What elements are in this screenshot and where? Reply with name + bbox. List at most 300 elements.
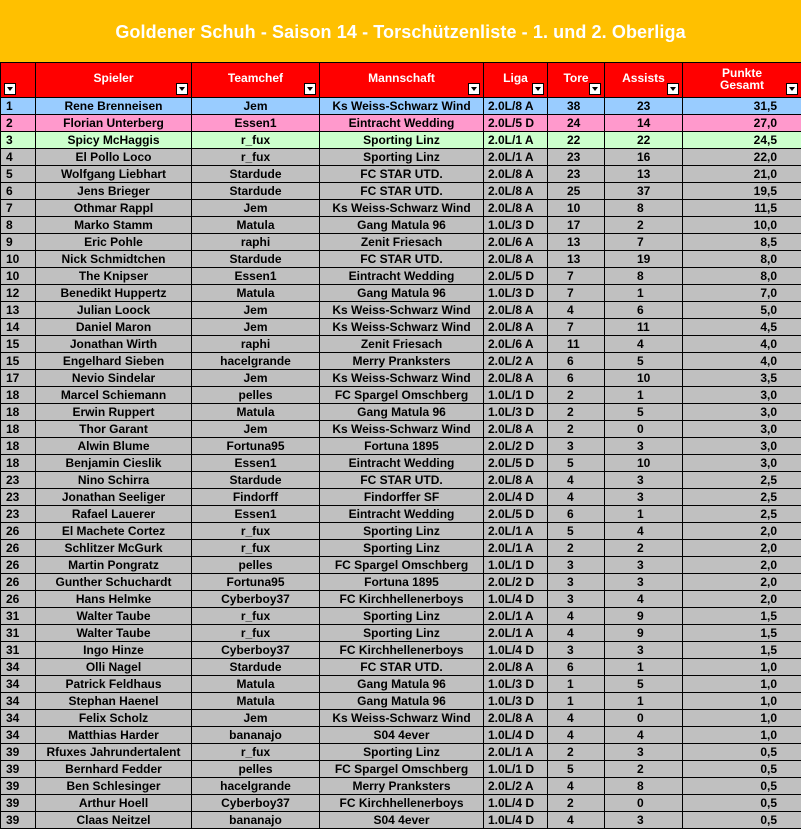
tore-cell[interactable]: 3	[548, 438, 605, 455]
punkte-cell[interactable]: 1,5	[683, 625, 801, 642]
punkte-cell[interactable]: 22,0	[683, 149, 801, 166]
teamchef-cell[interactable]: Stardude	[192, 183, 320, 200]
assists-cell[interactable]: 8	[605, 778, 683, 795]
teamchef-cell[interactable]: hacelgrande	[192, 778, 320, 795]
punkte-cell[interactable]: 8,0	[683, 268, 801, 285]
rank-cell[interactable]: 15	[1, 336, 36, 353]
rank-cell[interactable]: 23	[1, 472, 36, 489]
teamchef-cell[interactable]: r_fux	[192, 149, 320, 166]
rank-cell[interactable]: 18	[1, 438, 36, 455]
assists-cell[interactable]: 5	[605, 353, 683, 370]
assists-cell[interactable]: 7	[605, 234, 683, 251]
punkte-cell[interactable]: 4,5	[683, 319, 801, 336]
punkte-cell[interactable]: 2,0	[683, 523, 801, 540]
assists-cell[interactable]: 13	[605, 166, 683, 183]
tore-cell[interactable]: 2	[548, 404, 605, 421]
punkte-cell[interactable]: 8,0	[683, 251, 801, 268]
player-cell[interactable]: Rafael Lauerer	[36, 506, 192, 523]
assists-cell[interactable]: 1	[605, 285, 683, 302]
player-cell[interactable]: Bernhard Fedder	[36, 761, 192, 778]
player-cell[interactable]: Ingo Hinze	[36, 642, 192, 659]
teamchef-cell[interactable]: hacelgrande	[192, 353, 320, 370]
team-cell[interactable]: FC Kirchhellenerboys	[320, 795, 484, 812]
player-cell[interactable]: Othmar Rappl	[36, 200, 192, 217]
tore-cell[interactable]: 22	[548, 132, 605, 149]
punkte-cell[interactable]: 21,0	[683, 166, 801, 183]
tore-cell[interactable]: 2	[548, 387, 605, 404]
tore-cell[interactable]: 7	[548, 319, 605, 336]
teamchef-cell[interactable]: Cyberboy37	[192, 642, 320, 659]
punkte-cell[interactable]: 31,5	[683, 98, 801, 115]
punkte-cell[interactable]: 0,5	[683, 795, 801, 812]
assists-cell[interactable]: 4	[605, 591, 683, 608]
assists-cell[interactable]: 6	[605, 302, 683, 319]
punkte-cell[interactable]: 1,0	[683, 727, 801, 744]
liga-cell[interactable]: 2.0L/8 A	[484, 98, 548, 115]
team-cell[interactable]: Ks Weiss-Schwarz Wind	[320, 370, 484, 387]
punkte-cell[interactable]: 2,0	[683, 591, 801, 608]
tore-cell[interactable]: 4	[548, 472, 605, 489]
liga-cell[interactable]: 2.0L/1 A	[484, 523, 548, 540]
assists-cell[interactable]: 1	[605, 659, 683, 676]
liga-cell[interactable]: 2.0L/5 D	[484, 506, 548, 523]
teamchef-cell[interactable]: Jem	[192, 370, 320, 387]
teamchef-cell[interactable]: Fortuna95	[192, 574, 320, 591]
assists-cell[interactable]: 8	[605, 200, 683, 217]
teamchef-cell[interactable]: pelles	[192, 557, 320, 574]
liga-cell[interactable]: 2.0L/1 A	[484, 132, 548, 149]
player-cell[interactable]: Marko Stamm	[36, 217, 192, 234]
liga-cell[interactable]: 1.0L/1 D	[484, 557, 548, 574]
player-cell[interactable]: Eric Pohle	[36, 234, 192, 251]
punkte-cell[interactable]: 3,0	[683, 421, 801, 438]
team-cell[interactable]: Sporting Linz	[320, 132, 484, 149]
assists-cell[interactable]: 9	[605, 608, 683, 625]
liga-cell[interactable]: 2.0L/5 D	[484, 455, 548, 472]
assists-cell[interactable]: 5	[605, 676, 683, 693]
assists-cell[interactable]: 11	[605, 319, 683, 336]
player-cell[interactable]: Benedikt Huppertz	[36, 285, 192, 302]
assists-cell[interactable]: 2	[605, 761, 683, 778]
team-cell[interactable]: Ks Weiss-Schwarz Wind	[320, 98, 484, 115]
team-cell[interactable]: Sporting Linz	[320, 149, 484, 166]
liga-cell[interactable]: 2.0L/8 A	[484, 370, 548, 387]
punkte-cell[interactable]: 1,5	[683, 642, 801, 659]
liga-cell[interactable]: 2.0L/1 A	[484, 744, 548, 761]
teamchef-cell[interactable]: Jem	[192, 302, 320, 319]
tore-cell[interactable]: 6	[548, 506, 605, 523]
assists-cell[interactable]: 2	[605, 540, 683, 557]
assists-cell[interactable]: 3	[605, 744, 683, 761]
rank-cell[interactable]: 26	[1, 574, 36, 591]
tore-cell[interactable]: 4	[548, 778, 605, 795]
liga-cell[interactable]: 1.0L/3 D	[484, 693, 548, 710]
liga-cell[interactable]: 2.0L/1 A	[484, 540, 548, 557]
team-cell[interactable]: Ks Weiss-Schwarz Wind	[320, 421, 484, 438]
assists-cell[interactable]: 4	[605, 727, 683, 744]
team-cell[interactable]: Eintracht Wedding	[320, 506, 484, 523]
player-filter-dropdown-icon[interactable]	[176, 83, 188, 95]
tore-cell[interactable]: 10	[548, 200, 605, 217]
liga-cell[interactable]: 1.0L/3 D	[484, 285, 548, 302]
liga-cell[interactable]: 2.0L/2 A	[484, 778, 548, 795]
liga-cell[interactable]: 2.0L/8 A	[484, 319, 548, 336]
teamchef-cell[interactable]: bananajo	[192, 727, 320, 744]
player-cell[interactable]: Stephan Haenel	[36, 693, 192, 710]
punkte-cell[interactable]: 2,0	[683, 557, 801, 574]
rank-cell[interactable]: 39	[1, 744, 36, 761]
team-cell[interactable]: FC STAR UTD.	[320, 183, 484, 200]
rank-cell[interactable]: 31	[1, 608, 36, 625]
assists-cell[interactable]: 1	[605, 693, 683, 710]
player-cell[interactable]: Florian Unterberg	[36, 115, 192, 132]
punkte-cell[interactable]: 4,0	[683, 336, 801, 353]
teamchef-cell[interactable]: Jem	[192, 421, 320, 438]
assists-cell[interactable]: 23	[605, 98, 683, 115]
rank-cell[interactable]: 34	[1, 659, 36, 676]
rank-cell[interactable]: 26	[1, 523, 36, 540]
rank-filter-dropdown-icon[interactable]	[4, 83, 16, 95]
rank-cell[interactable]: 39	[1, 812, 36, 829]
liga-cell[interactable]: 2.0L/1 A	[484, 149, 548, 166]
rank-cell[interactable]: 26	[1, 591, 36, 608]
punkte-cell[interactable]: 1,0	[683, 676, 801, 693]
team-cell[interactable]: Findorffer SF	[320, 489, 484, 506]
assists-cell[interactable]: 19	[605, 251, 683, 268]
teamchef-cell[interactable]: Essen1	[192, 506, 320, 523]
rank-cell[interactable]: 31	[1, 625, 36, 642]
rank-cell[interactable]: 5	[1, 166, 36, 183]
assists-cell[interactable]: 10	[605, 455, 683, 472]
rank-cell[interactable]: 1	[1, 98, 36, 115]
assists-cell[interactable]: 3	[605, 642, 683, 659]
liga-cell[interactable]: 1.0L/1 D	[484, 387, 548, 404]
liga-cell[interactable]: 2.0L/1 A	[484, 625, 548, 642]
punkte-cell[interactable]: 0,5	[683, 744, 801, 761]
team-cell[interactable]: S04 4ever	[320, 727, 484, 744]
player-cell[interactable]: Thor Garant	[36, 421, 192, 438]
liga-cell[interactable]: 1.0L/3 D	[484, 404, 548, 421]
player-cell[interactable]: Alwin Blume	[36, 438, 192, 455]
teamchef-cell[interactable]: raphi	[192, 234, 320, 251]
liga-cell[interactable]: 2.0L/8 A	[484, 659, 548, 676]
teamchef-cell[interactable]: Stardude	[192, 472, 320, 489]
assists-cell[interactable]: 3	[605, 812, 683, 829]
liga-cell[interactable]: 2.0L/8 A	[484, 302, 548, 319]
player-cell[interactable]: Ben Schlesinger	[36, 778, 192, 795]
player-cell[interactable]: Spicy McHaggis	[36, 132, 192, 149]
teamchef-cell[interactable]: r_fux	[192, 523, 320, 540]
team-cell[interactable]: Sporting Linz	[320, 744, 484, 761]
assists-cell[interactable]: 3	[605, 574, 683, 591]
rank-cell[interactable]: 34	[1, 710, 36, 727]
punkte-cell[interactable]: 1,0	[683, 659, 801, 676]
teamchef-cell[interactable]: Jem	[192, 710, 320, 727]
teamchef-cell[interactable]: Essen1	[192, 268, 320, 285]
liga-cell[interactable]: 1.0L/4 D	[484, 795, 548, 812]
assists-cell[interactable]: 1	[605, 387, 683, 404]
rank-cell[interactable]: 26	[1, 557, 36, 574]
tore-cell[interactable]: 5	[548, 455, 605, 472]
teamchef-cell[interactable]: Essen1	[192, 455, 320, 472]
punkte-cell[interactable]: 2,0	[683, 574, 801, 591]
team-cell[interactable]: FC Spargel Omschberg	[320, 557, 484, 574]
punkte-cell[interactable]: 2,5	[683, 506, 801, 523]
teamchef-cell[interactable]: Matula	[192, 285, 320, 302]
tore-cell[interactable]: 2	[548, 540, 605, 557]
team-cell[interactable]: Gang Matula 96	[320, 693, 484, 710]
team-cell[interactable]: S04 4ever	[320, 812, 484, 829]
teamchef-cell[interactable]: r_fux	[192, 540, 320, 557]
rank-cell[interactable]: 34	[1, 676, 36, 693]
teamchef-cell[interactable]: Essen1	[192, 115, 320, 132]
rank-cell[interactable]: 14	[1, 319, 36, 336]
liga-cell[interactable]: 1.0L/3 D	[484, 217, 548, 234]
team-filter-dropdown-icon[interactable]	[468, 83, 480, 95]
tore-cell[interactable]: 5	[548, 523, 605, 540]
rank-cell[interactable]: 23	[1, 506, 36, 523]
punkte-cell[interactable]: 1,0	[683, 710, 801, 727]
punkte-cell[interactable]: 27,0	[683, 115, 801, 132]
assists-cell[interactable]: 3	[605, 438, 683, 455]
player-cell[interactable]: The Knipser	[36, 268, 192, 285]
assists-cell[interactable]: 9	[605, 625, 683, 642]
tore-cell[interactable]: 3	[548, 591, 605, 608]
teamchef-cell[interactable]: Jem	[192, 200, 320, 217]
team-cell[interactable]: Ks Weiss-Schwarz Wind	[320, 319, 484, 336]
assists-cell[interactable]: 0	[605, 421, 683, 438]
tore-cell[interactable]: 6	[548, 370, 605, 387]
teamchef-cell[interactable]: Cyberboy37	[192, 795, 320, 812]
tore-cell[interactable]: 2	[548, 744, 605, 761]
player-cell[interactable]: Nino Schirra	[36, 472, 192, 489]
team-cell[interactable]: Ks Weiss-Schwarz Wind	[320, 302, 484, 319]
tore-cell[interactable]: 3	[548, 574, 605, 591]
liga-cell[interactable]: 2.0L/8 A	[484, 710, 548, 727]
team-cell[interactable]: FC Spargel Omschberg	[320, 387, 484, 404]
tore-cell[interactable]: 4	[548, 727, 605, 744]
tore-cell[interactable]: 6	[548, 353, 605, 370]
liga-cell[interactable]: 2.0L/2 D	[484, 574, 548, 591]
punkte-cell[interactable]: 24,5	[683, 132, 801, 149]
team-cell[interactable]: FC Spargel Omschberg	[320, 761, 484, 778]
assists-cell[interactable]: 2	[605, 217, 683, 234]
liga-filter-dropdown-icon[interactable]	[532, 83, 544, 95]
assists-cell[interactable]: 4	[605, 523, 683, 540]
rank-cell[interactable]: 9	[1, 234, 36, 251]
punkte-cell[interactable]: 3,5	[683, 370, 801, 387]
team-cell[interactable]: Sporting Linz	[320, 625, 484, 642]
teamchef-cell[interactable]: r_fux	[192, 608, 320, 625]
player-cell[interactable]: Olli Nagel	[36, 659, 192, 676]
rank-cell[interactable]: 39	[1, 795, 36, 812]
team-cell[interactable]: Eintracht Wedding	[320, 268, 484, 285]
rank-cell[interactable]: 26	[1, 540, 36, 557]
team-cell[interactable]: Ks Weiss-Schwarz Wind	[320, 200, 484, 217]
player-cell[interactable]: Engelhard Sieben	[36, 353, 192, 370]
tore-cell[interactable]: 4	[548, 710, 605, 727]
liga-cell[interactable]: 2.0L/2 D	[484, 438, 548, 455]
liga-cell[interactable]: 2.0L/8 A	[484, 421, 548, 438]
team-cell[interactable]: Eintracht Wedding	[320, 115, 484, 132]
teamchef-cell[interactable]: Matula	[192, 404, 320, 421]
team-cell[interactable]: FC Kirchhellenerboys	[320, 591, 484, 608]
tore-cell[interactable]: 4	[548, 489, 605, 506]
punkte-cell[interactable]: 2,0	[683, 540, 801, 557]
rank-cell[interactable]: 31	[1, 642, 36, 659]
punkte-cell[interactable]: 0,5	[683, 778, 801, 795]
player-cell[interactable]: Jonathan Wirth	[36, 336, 192, 353]
team-cell[interactable]: Ks Weiss-Schwarz Wind	[320, 710, 484, 727]
tore-cell[interactable]: 4	[548, 625, 605, 642]
punkte-cell[interactable]: 2,5	[683, 489, 801, 506]
tore-cell[interactable]: 1	[548, 676, 605, 693]
player-cell[interactable]: Felix Scholz	[36, 710, 192, 727]
punkte-cell[interactable]: 7,0	[683, 285, 801, 302]
team-cell[interactable]: Gang Matula 96	[320, 676, 484, 693]
tore-cell[interactable]: 17	[548, 217, 605, 234]
team-cell[interactable]: Merry Pranksters	[320, 778, 484, 795]
punkte-cell[interactable]: 10,0	[683, 217, 801, 234]
rank-cell[interactable]: 3	[1, 132, 36, 149]
liga-cell[interactable]: 2.0L/6 A	[484, 234, 548, 251]
assists-cell[interactable]: 8	[605, 268, 683, 285]
team-cell[interactable]: Eintracht Wedding	[320, 455, 484, 472]
assists-cell[interactable]: 3	[605, 489, 683, 506]
tore-cell[interactable]: 2	[548, 421, 605, 438]
player-cell[interactable]: Patrick Feldhaus	[36, 676, 192, 693]
player-cell[interactable]: Daniel Maron	[36, 319, 192, 336]
tore-cell[interactable]: 7	[548, 285, 605, 302]
assists-cell[interactable]: 10	[605, 370, 683, 387]
player-cell[interactable]: Nick Schmidtchen	[36, 251, 192, 268]
tore-cell[interactable]: 13	[548, 251, 605, 268]
teamchef-cell[interactable]: Fortuna95	[192, 438, 320, 455]
player-cell[interactable]: Arthur Hoell	[36, 795, 192, 812]
teamchef-cell[interactable]: Stardude	[192, 166, 320, 183]
liga-cell[interactable]: 2.0L/8 A	[484, 251, 548, 268]
player-cell[interactable]: Benjamin Cieslik	[36, 455, 192, 472]
tore-cell[interactable]: 6	[548, 659, 605, 676]
team-cell[interactable]: FC STAR UTD.	[320, 659, 484, 676]
player-cell[interactable]: Nevio Sindelar	[36, 370, 192, 387]
player-cell[interactable]: Walter Taube	[36, 608, 192, 625]
teamchef-cell[interactable]: Matula	[192, 217, 320, 234]
liga-cell[interactable]: 2.0L/1 A	[484, 608, 548, 625]
liga-cell[interactable]: 1.0L/4 D	[484, 812, 548, 829]
team-cell[interactable]: Zenit Friesach	[320, 336, 484, 353]
rank-cell[interactable]: 7	[1, 200, 36, 217]
tore-cell[interactable]: 24	[548, 115, 605, 132]
player-cell[interactable]: Erwin Ruppert	[36, 404, 192, 421]
punkte-cell[interactable]: 1,0	[683, 693, 801, 710]
player-cell[interactable]: Jens Brieger	[36, 183, 192, 200]
punkte-cell[interactable]: 3,0	[683, 455, 801, 472]
liga-cell[interactable]: 1.0L/3 D	[484, 676, 548, 693]
punkte-cell[interactable]: 0,5	[683, 761, 801, 778]
teamchef-cell[interactable]: Matula	[192, 676, 320, 693]
rank-cell[interactable]: 18	[1, 421, 36, 438]
teamchef-cell[interactable]: Jem	[192, 98, 320, 115]
tore-cell[interactable]: 5	[548, 761, 605, 778]
liga-cell[interactable]: 2.0L/5 D	[484, 268, 548, 285]
liga-cell[interactable]: 2.0L/2 A	[484, 353, 548, 370]
teamchef-cell[interactable]: r_fux	[192, 132, 320, 149]
tore-cell[interactable]: 3	[548, 557, 605, 574]
liga-cell[interactable]: 2.0L/8 A	[484, 200, 548, 217]
rank-cell[interactable]: 6	[1, 183, 36, 200]
team-cell[interactable]: FC STAR UTD.	[320, 472, 484, 489]
player-cell[interactable]: El Machete Cortez	[36, 523, 192, 540]
team-cell[interactable]: Fortuna 1895	[320, 574, 484, 591]
teamchef-cell[interactable]: Cyberboy37	[192, 591, 320, 608]
player-cell[interactable]: Hans Helmke	[36, 591, 192, 608]
rank-cell[interactable]: 4	[1, 149, 36, 166]
team-cell[interactable]: Zenit Friesach	[320, 234, 484, 251]
player-cell[interactable]: Jonathan Seeliger	[36, 489, 192, 506]
assists-cell[interactable]: 5	[605, 404, 683, 421]
tore-filter-dropdown-icon[interactable]	[589, 83, 601, 95]
team-cell[interactable]: Merry Pranksters	[320, 353, 484, 370]
player-cell[interactable]: Rene Brenneisen	[36, 98, 192, 115]
punkte-cell[interactable]: 0,5	[683, 812, 801, 829]
tore-cell[interactable]: 13	[548, 234, 605, 251]
team-cell[interactable]: Gang Matula 96	[320, 404, 484, 421]
rank-cell[interactable]: 34	[1, 693, 36, 710]
rank-cell[interactable]: 23	[1, 489, 36, 506]
liga-cell[interactable]: 2.0L/4 D	[484, 489, 548, 506]
player-cell[interactable]: Marcel Schiemann	[36, 387, 192, 404]
liga-cell[interactable]: 1.0L/4 D	[484, 591, 548, 608]
assists-cell[interactable]: 3	[605, 472, 683, 489]
rank-cell[interactable]: 13	[1, 302, 36, 319]
tore-cell[interactable]: 7	[548, 268, 605, 285]
liga-cell[interactable]: 2.0L/8 A	[484, 166, 548, 183]
teamchef-cell[interactable]: Matula	[192, 693, 320, 710]
team-cell[interactable]: Gang Matula 96	[320, 285, 484, 302]
team-cell[interactable]: Fortuna 1895	[320, 438, 484, 455]
rank-cell[interactable]: 18	[1, 404, 36, 421]
tore-cell[interactable]: 23	[548, 166, 605, 183]
rank-cell[interactable]: 12	[1, 285, 36, 302]
liga-cell[interactable]: 2.0L/5 D	[484, 115, 548, 132]
punkte-cell[interactable]: 4,0	[683, 353, 801, 370]
punkte-cell[interactable]: 3,0	[683, 438, 801, 455]
tore-cell[interactable]: 23	[548, 149, 605, 166]
assists-cell[interactable]: 0	[605, 710, 683, 727]
tore-cell[interactable]: 2	[548, 795, 605, 812]
rank-cell[interactable]: 2	[1, 115, 36, 132]
player-cell[interactable]: El Pollo Loco	[36, 149, 192, 166]
player-cell[interactable]: Matthias Harder	[36, 727, 192, 744]
punkte-cell[interactable]: 19,5	[683, 183, 801, 200]
assists-cell[interactable]: 3	[605, 557, 683, 574]
liga-cell[interactable]: 1.0L/4 D	[484, 727, 548, 744]
teamchef-cell[interactable]: pelles	[192, 387, 320, 404]
punkte-filter-dropdown-icon[interactable]	[786, 83, 798, 95]
player-cell[interactable]: Wolfgang Liebhart	[36, 166, 192, 183]
rank-cell[interactable]: 15	[1, 353, 36, 370]
tore-cell[interactable]: 38	[548, 98, 605, 115]
punkte-cell[interactable]: 11,5	[683, 200, 801, 217]
teamchef-cell[interactable]: r_fux	[192, 744, 320, 761]
tore-cell[interactable]: 1	[548, 693, 605, 710]
tore-cell[interactable]: 11	[548, 336, 605, 353]
punkte-cell[interactable]: 3,0	[683, 404, 801, 421]
teamchef-cell[interactable]: pelles	[192, 761, 320, 778]
player-cell[interactable]: Julian Loock	[36, 302, 192, 319]
punkte-cell[interactable]: 8,5	[683, 234, 801, 251]
